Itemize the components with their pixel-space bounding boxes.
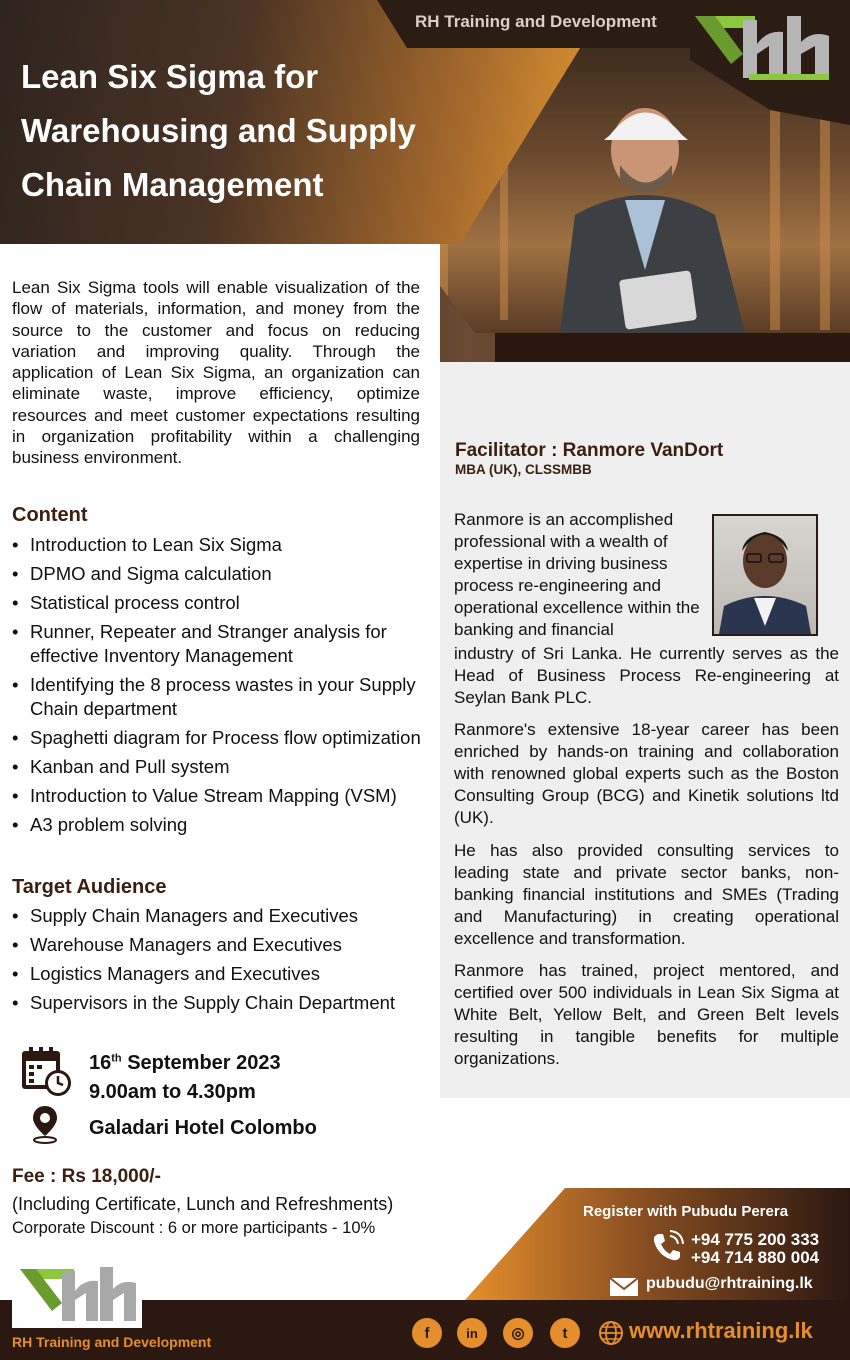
phone-number-1[interactable]: +94 775 200 333 [691,1230,820,1249]
list-item: • Supply Chain Managers and Executives [12,904,427,928]
facilitator-bio-3: He has also provided consulting services to leading state and private sector banks, non-banking financial institutions and SMEs (Trading and Manufacturing) in creating operational excellence and transformation. [454,841,839,948]
website-link[interactable]: www.rhtraining.lk [629,1318,813,1343]
rh-logo-bottom [12,1263,142,1328]
event-venue: Galadari Hotel Colombo [89,1117,317,1139]
email-icon [609,1276,639,1298]
title-line-3: Chain Management [21,166,324,203]
event-time: 9.00am to 4.30pm [89,1081,256,1103]
facilitator-title: Facilitator : Ranmore VanDort [455,440,724,461]
intro-paragraph: Lean Six Sigma tools will enable visualization of the flow of materials, information, and money from the source to the customer and focus on reducing variation and improving quality. Through the application of Lean Six Sigma, an organization can eliminate waste, improve efficiency, optimize resources and meet customer expectations resulting in organization profitability within a challenging business environment. [12,278,420,468]
event-date: 16th September 2023 [89,1052,281,1074]
instagram-icon[interactable]: ◎ [503,1318,533,1348]
corporate-discount: Corporate Discount : 6 or more participants - 10% [12,1219,376,1237]
location-pin-icon [30,1104,60,1144]
calendar-clock-icon [20,1045,72,1097]
audience-heading: Target Audience [12,876,167,898]
photo-bottom-bar [495,333,850,362]
fee-amount: Fee : Rs 18,000/- [12,1166,161,1187]
audience-list [12,904,427,1020]
content-list [12,533,427,842]
list-item: • Statistical process control [12,591,427,615]
list-item: • Introduction to Lean Six Sigma [12,533,427,557]
facebook-icon[interactable]: f [412,1318,442,1348]
title-line-1: Lean Six Sigma for [21,58,319,95]
phone-icon [650,1230,684,1264]
register-heading: Register with Pubudu Perera [583,1203,789,1220]
facilitator-bio-2: Ranmore's extensive 18-year career has been enriched by hands-on training and collaboration with renowned global experts such as the Boston Consulting Group (BCG) and Kinetik solutions ltd (UK). [454,720,839,827]
phone-number-2[interactable]: +94 714 880 004 [691,1248,820,1267]
list-item: • Introduction to Value Stream Mapping (VSM) [12,784,427,808]
title-line-2: Warehousing and Supply [21,112,416,149]
globe-icon [598,1320,624,1346]
org-name-top: RH Training and Development [415,12,657,31]
fee-includes: (Including Certificate, Lunch and Refreshments) [12,1194,394,1214]
list-item: • Kanban and Pull system [12,755,427,779]
facilitator-qualifications: MBA (UK), CLSSMBB [455,462,592,477]
twitter-icon[interactable]: t [550,1318,580,1348]
linkedin-icon[interactable]: in [457,1318,487,1348]
facilitator-bio-4: Ranmore has trained, project mentored, and certified over 500 individuals in Lean Six Sigma at White Belt, Yellow Belt, and Green Belt levels resulting in tangible benefits for multiple organizations. [454,961,839,1068]
list-item: • Logistics Managers and Executives [12,962,427,986]
list-item: • Runner, Repeater and Stranger analysis for effective Inventory Management [12,620,427,668]
rh-logo-top [695,14,835,82]
org-name-bottom: RH Training and Development [12,1334,212,1350]
list-item: • Identifying the 8 process wastes in your Supply Chain department [12,673,427,721]
content-heading: Content [12,504,88,526]
list-item: • Warehouse Managers and Executives [12,933,427,957]
list-item: • DPMO and Sigma calculation [12,562,427,586]
list-item: • Supervisors in the Supply Chain Department [12,991,427,1015]
facilitator-bio-1b: industry of Sri Lanka. He currently serves as the Head of Business Process Re-engineering at Seylan Bank PLC. [454,644,839,707]
list-item: • A3 problem solving [12,813,427,837]
list-item: • Spaghetti diagram for Process flow optimization [12,726,427,750]
facilitator-photo [712,514,818,636]
email-link[interactable]: pubudu@rhtraining.lk [646,1275,813,1292]
facilitator-bio-1a: Ranmore is an accomplished professional with a wealth of expertise in driving business process re-engineering and operational excellence within the banking and financial [454,510,700,639]
